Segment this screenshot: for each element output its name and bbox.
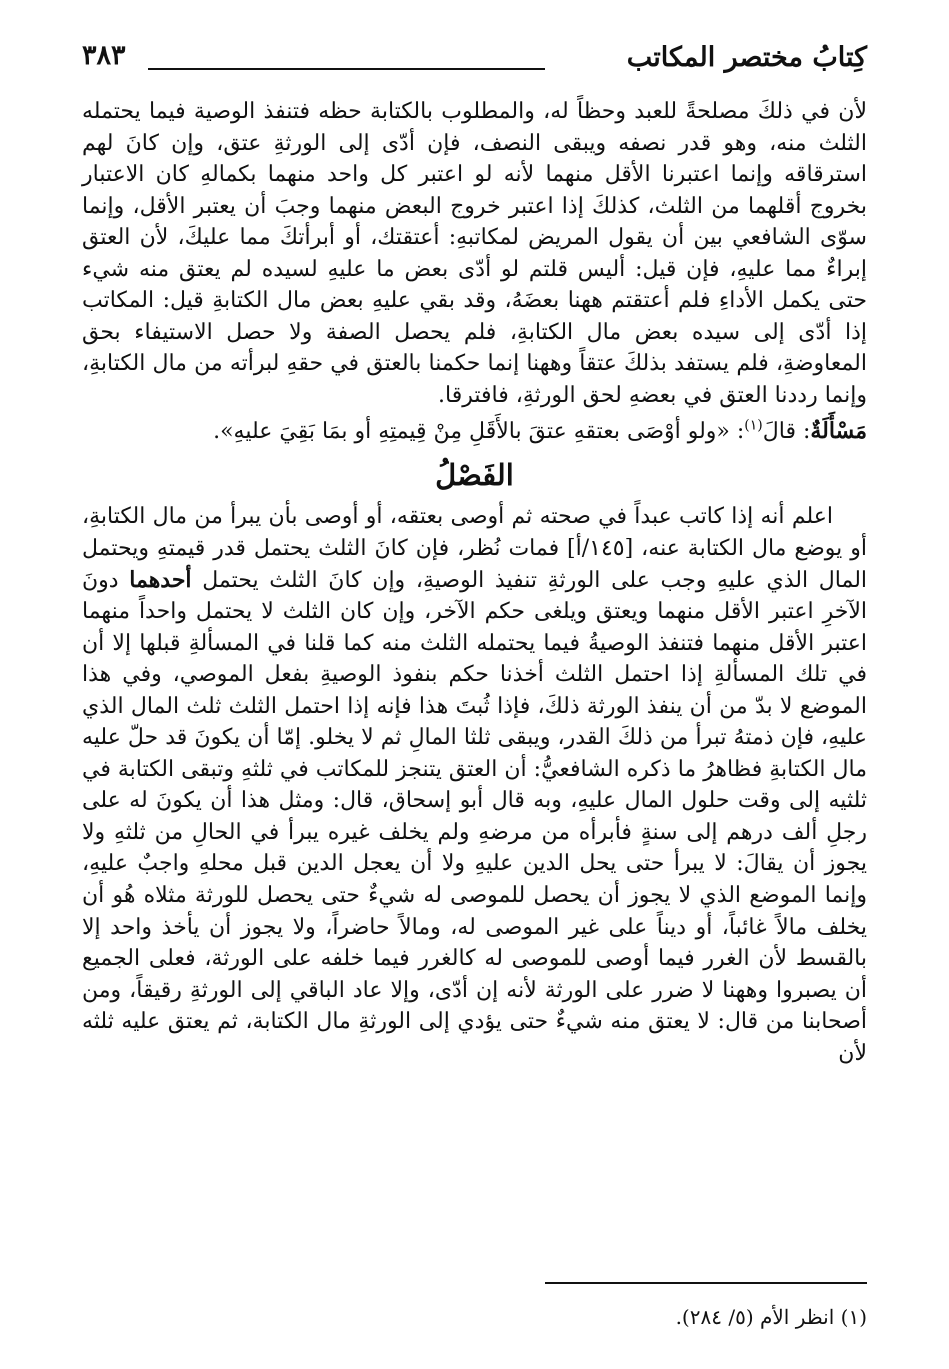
section-title: الفَصْلُ (435, 458, 514, 493)
running-title: كِتابُ مختصر المكاتب (626, 42, 867, 73)
section-paragraph-part-2: دونَ الآخرِ اعتبر الأقل منهما ويعتق ويلغى حكم الآخر، وإن كان الثلث لا يحتمل واحداً منهما اعتبر الأقل منهما فتنفذ الوصيةُ فيما يحتمله الثلث منه كما قلنا في المسألةِ قبلها إلا أن في تلك المسألةِ إذا احتمل الثلث أخذنا حكم بنفوذ الوصيةِ بفعل الموصي، وفي هذا الموضع لا بدّ من أن ينفذ الورثة ذلكَ، فإذا ثُبتَ هذا فإنه إذا احتمل الثلث ثلث المال الذي عليهِ، فإن ذمتهُ تبرأ من ذلكَ القدر، ويبقى ثلثا المالِ ثم لا يخلو. إمّا أن يكونَ قد حلّ عليه مال الكتابةِ فظاهرُ ما ذكره الشافعيُّ: أن العتق يتنجز للمكاتب في ثلثهِ وتبقى الكتابة في ثلثيه إلى وقت حلول المال عليهِ، وبه قال أبو إسحاق، قال: ومثل هذا أن يكونَ له على رجلِ ألف درهم إلى سنةٍ فأبرأه من مرضهِ ولم يخلف غيره يبرأ في الحالِ من ثلثهِ ولا يجوز أن يقالَ: لا يبرأ حتى يحل الدين عليهِ ولا أن يعجل الدين قبل محلهِ واجبٌ عليهِ، وإنما الموضع الذي لا يجوز أن يحصل للموصى له شيءٌ حتى يحصل للورثة مثلاه هُو أن يخلف مالاً غائباً، أو ديناً على غير الموصى له، ومالاً حاضراً، ولا يجوز أن يأخذ واحد إلا بالقسط لأن الغرر فيما أوصى للموصى له كالغرر فيما خلفه على الورثة، فعلى الجميع أن يصبروا وههنا لا ضرر على الورثة لأنه إن أدّى، وإلا عاد الباقي إلى الورثةِ رقيقاً، ومن أصحابنا من قال: لا يعتق منه شيءٌ حتى يؤدي إلى الورثةِ مال الكتابة، ثم يعتق عليه ثلثه لأن (82, 567, 867, 1066)
issue-intro: : قالَ (762, 419, 811, 445)
main-text (82, 96, 867, 1069)
section-paragraph (82, 501, 867, 1069)
emphasized-word: أحدهما (129, 566, 192, 593)
paragraph-continuation: لأن في ذلكَ مصلحةً للعبد وحظاً له، والمطلوب بالكتابة حظه فتنفذ الوصية فيما يحتمله الثلث منه، وهو قدر نصفه ويبقى النصف، فإن أدّى إلى الورثةِ عتق، وإن كانَ لهم استرقاقه وإنما اعتبرنا الأقل منهما لأنه لو اعتبر كل واحد منهما بكمالهِ كان الاعتبار بخروج أقلهما من الثلث، كذلكَ إذا اعتبر خروج البعض منهما وجبَ أن يعتبر الأقل، وإنما سوّى الشافعي بين أن يقول المريض لمكاتبهِ: أعتقتك، أو أبرأتكَ مما عليكَ، لأن العتق إبراءٌ مما عليهِ، فإن قيل: أليس قلتم لو أدّى بعض ما عليهِ لسيده لم يعتق منه شيء حتى يكمل الأداءِ فلم أعتقتم ههنا بعضَهُ، وقد بقي عليهِ بعض مال الكتابةِ قيل: المكاتب إذا أدّى إلى سيده بعض مال الكتابةِ، فلم يحصل الصفة ولا حصل الاستيفاء بحق المعاوضةِ، فلم يستفد بذلكَ عتقاً وههنا إنما حكمنا بالعتق في حقهِ لبرأته من مال الكتابةِ، وإنما رددنا العتق في بعضهِ لحق الورثةِ، فافترقا. (82, 99, 867, 408)
footnote: (١) انظر الأم (٥/ ٢٨٤). (675, 1305, 867, 1329)
issue-statement (82, 416, 867, 447)
footnote-rule (545, 1282, 867, 1284)
issue-heading: مَسْأَلَةٌ (810, 418, 867, 445)
footnote-reference: (١) (744, 418, 763, 435)
page-number: ٣٨٣ (82, 40, 126, 71)
page-header (82, 38, 867, 82)
issue-quote: : «ولو أوْصَى بعتقهِ عتقَ بالأَقَلِ مِنْ قِيمتِهِ أو بمَا بَقِيَ عليهِ». (213, 419, 745, 445)
section-paragraph-part-1: اعلم أنه إذا كاتب عبداً في صحته ثم أوصى بعتقه، أو أوصى بأن يبرأ من مال الكتابةِ، أو يوضع مال الكتابة عنه، [١٤٥/أ] فمات نُظر، فإن كانَ الثلث يحتمل قدر قيمتهِ ويحتمل المال الذي عليهِ وجب على الورثةِ تنفيذ الوصيةِ، وإن كانَ الثلث يحتمل (82, 504, 868, 593)
header-rule (148, 68, 545, 70)
